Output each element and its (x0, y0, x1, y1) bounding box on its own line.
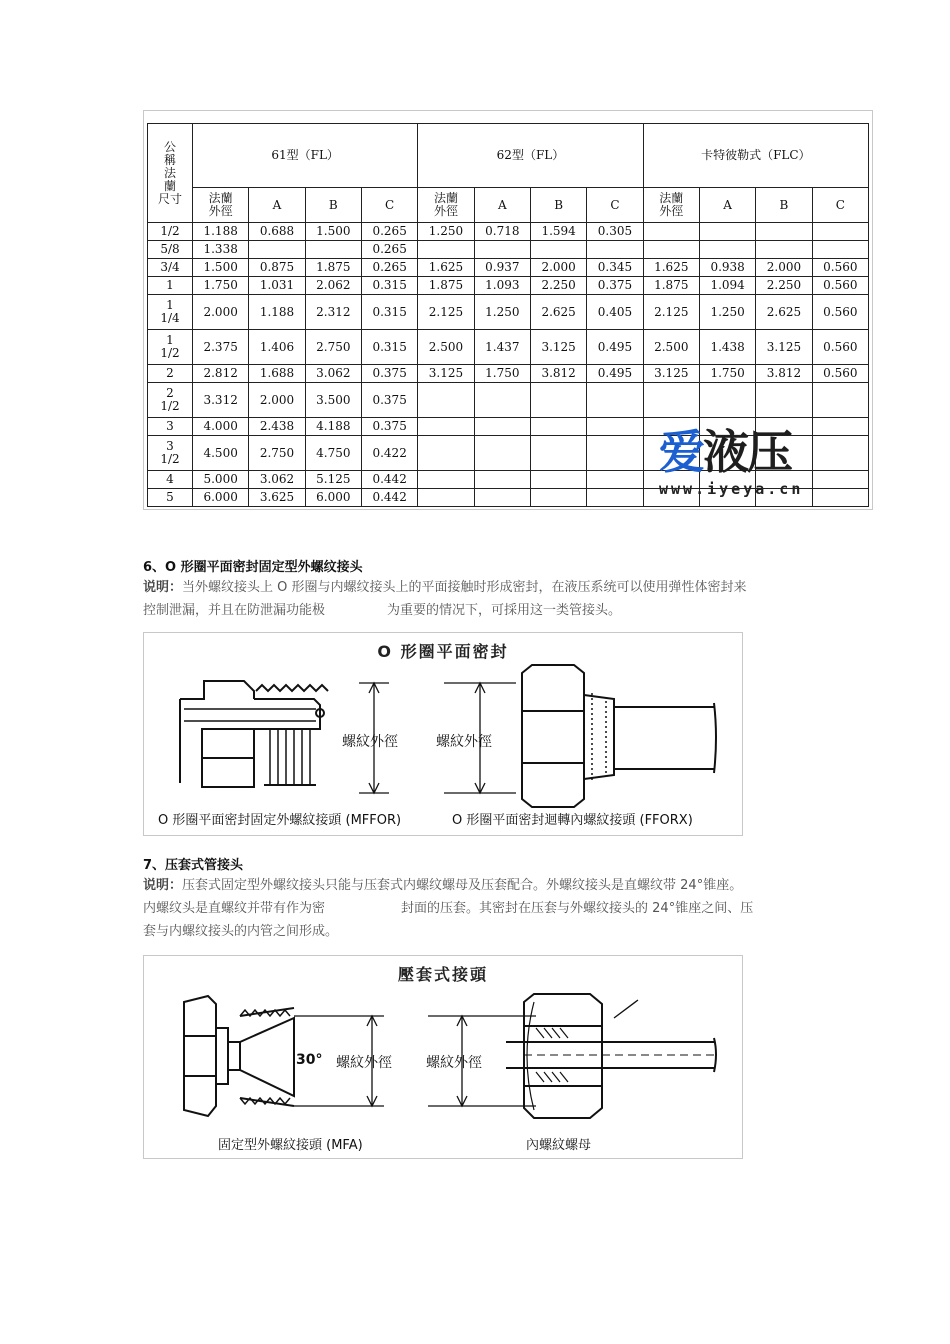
o-ring-face-seal-figure (143, 632, 743, 836)
value-cell: 4.188 (305, 418, 361, 436)
value-cell (699, 241, 755, 259)
value-cell (530, 436, 586, 471)
value-cell: 3.125 (643, 365, 699, 383)
figure6-dim-left: 螺紋外徑 (342, 734, 398, 750)
size-cell: 4 (148, 471, 193, 489)
value-cell (474, 418, 530, 436)
size-cell: 3/4 (148, 259, 193, 277)
value-cell (249, 241, 305, 259)
value-cell (530, 471, 586, 489)
value-cell: 1.500 (193, 259, 249, 277)
sub-header: 法蘭 外徑 (418, 188, 474, 223)
value-cell: 1.250 (418, 223, 474, 241)
value-cell: 4.500 (193, 436, 249, 471)
section7-line3: 套与内螺纹接头的内管之间形成。 (143, 924, 339, 939)
size-cell: 1 1/2 (148, 330, 193, 365)
value-cell (643, 223, 699, 241)
value-cell (418, 383, 474, 418)
sub-header: B (305, 188, 361, 223)
value-cell: 3.125 (418, 365, 474, 383)
figure6-title: O 形圈平面密封 (377, 642, 509, 661)
value-cell (587, 471, 643, 489)
table-subheader-row (148, 188, 869, 223)
group-header: 62型（FL） (418, 124, 643, 188)
value-cell: 0.265 (361, 259, 417, 277)
value-cell (474, 471, 530, 489)
value-cell: 0.560 (812, 277, 868, 295)
value-cell (530, 489, 586, 507)
value-cell: 3.625 (249, 489, 305, 507)
figure6-caption-left: O 形圈平面密封固定外螺紋接頭 (MFFOR) (158, 813, 402, 828)
value-cell: 0.937 (474, 259, 530, 277)
value-cell (756, 241, 812, 259)
value-cell: 1.594 (530, 223, 586, 241)
sub-header: A (474, 188, 530, 223)
size-cell: 2 1/2 (148, 383, 193, 418)
watermark-url: www.iyeya.cn (659, 480, 804, 498)
section6-line1: 当外螺纹接头上 O 形圈与内螺纹接头上的平面接触时形成密封，在液压系统可以使用弹性体密封来 (182, 580, 747, 595)
size-cell: 2 (148, 365, 193, 383)
value-cell (587, 418, 643, 436)
value-cell: 2.750 (305, 330, 361, 365)
figure7-caption-left: 固定型外螺紋接頭 (MFA) (218, 1138, 363, 1153)
size-cell: 5 (148, 489, 193, 507)
value-cell (756, 383, 812, 418)
value-cell (418, 436, 474, 471)
sub-header: B (756, 188, 812, 223)
value-cell: 0.375 (361, 383, 417, 418)
value-cell: 1.338 (193, 241, 249, 259)
value-cell (812, 241, 868, 259)
value-cell: 0.375 (361, 418, 417, 436)
section7-description (143, 874, 813, 943)
value-cell: 0.422 (361, 436, 417, 471)
value-cell: 3.062 (249, 471, 305, 489)
value-cell: 2.000 (249, 383, 305, 418)
value-cell: 1.437 (474, 330, 530, 365)
size-cell: 5/8 (148, 241, 193, 259)
sub-header: B (530, 188, 586, 223)
value-cell: 2.000 (756, 259, 812, 277)
value-cell: 0.560 (812, 330, 868, 365)
value-cell: 1.750 (474, 365, 530, 383)
value-cell: 1.750 (193, 277, 249, 295)
value-cell (587, 489, 643, 507)
sub-header: A (699, 188, 755, 223)
value-cell: 3.125 (530, 330, 586, 365)
value-cell: 0.375 (361, 365, 417, 383)
value-cell: 2.250 (756, 277, 812, 295)
size-cell: 3 1/2 (148, 436, 193, 471)
value-cell: 0.315 (361, 330, 417, 365)
value-cell: 1.688 (249, 365, 305, 383)
value-cell: 0.688 (249, 223, 305, 241)
value-cell: 3.812 (530, 365, 586, 383)
section6-heading: 6、O 形圈平面密封固定型外螺纹接头 (143, 560, 363, 575)
figure7-caption-right: 內螺紋螺母 (526, 1138, 592, 1153)
figure7-dim-right: 螺紋外徑 (426, 1055, 482, 1071)
size-cell: 3 (148, 418, 193, 436)
figure7-title: 壓套式接頭 (397, 965, 488, 984)
value-cell: 2.250 (530, 277, 586, 295)
value-cell (643, 241, 699, 259)
value-cell: 1.093 (474, 277, 530, 295)
value-cell (474, 241, 530, 259)
figure7-dim-left: 螺紋外徑 (336, 1055, 392, 1071)
value-cell (587, 436, 643, 471)
value-cell: 2.125 (643, 295, 699, 330)
value-cell: 3.812 (756, 365, 812, 383)
table-row (148, 295, 869, 330)
value-cell: 2.000 (193, 295, 249, 330)
value-cell: 0.265 (361, 241, 417, 259)
size-cell: 1 (148, 277, 193, 295)
value-cell (418, 471, 474, 489)
value-cell: 1.625 (418, 259, 474, 277)
value-cell: 1.406 (249, 330, 305, 365)
value-cell (418, 489, 474, 507)
value-cell (812, 383, 868, 418)
value-cell: 0.938 (699, 259, 755, 277)
value-cell: 0.560 (812, 295, 868, 330)
table-row (148, 223, 869, 241)
figure7-angle: 30° (296, 1052, 323, 1068)
value-cell: 0.442 (361, 471, 417, 489)
value-cell (587, 241, 643, 259)
figure6-caption-right: O 形圈平面密封迴轉內螺紋接頭 (FFORX) (452, 813, 693, 828)
value-cell: 0.442 (361, 489, 417, 507)
group-header: 卡特彼勒式（FLC） (643, 124, 868, 188)
value-cell: 3.062 (305, 365, 361, 383)
table-row (148, 277, 869, 295)
value-cell: 6.000 (193, 489, 249, 507)
section6-line2b: 为重要的情况下，可採用这一类管接头。 (387, 603, 622, 618)
group-header: 61型（FL） (193, 124, 418, 188)
value-cell (530, 418, 586, 436)
value-cell: 1.875 (643, 277, 699, 295)
value-cell: 2.062 (305, 277, 361, 295)
value-cell: 5.000 (193, 471, 249, 489)
value-cell: 0.875 (249, 259, 305, 277)
value-cell: 5.125 (305, 471, 361, 489)
value-cell (418, 241, 474, 259)
value-cell: 0.560 (812, 365, 868, 383)
value-cell: 6.000 (305, 489, 361, 507)
section7-label: 说明： (143, 878, 183, 893)
sub-header: A (249, 188, 305, 223)
size-header: 公 稱 法 蘭 尺寸 (148, 124, 193, 223)
value-cell: 2.500 (643, 330, 699, 365)
value-cell: 0.315 (361, 277, 417, 295)
watermark-logo (659, 416, 869, 496)
table-row (148, 383, 869, 418)
value-cell: 3.500 (305, 383, 361, 418)
value-cell: 1.031 (249, 277, 305, 295)
value-cell: 0.560 (812, 259, 868, 277)
table-header-row (148, 124, 869, 188)
section6-line2a: 控制泄漏，并且在防泄漏功能极 (143, 603, 326, 618)
sub-header: C (361, 188, 417, 223)
value-cell: 0.315 (361, 295, 417, 330)
value-cell: 1.188 (193, 223, 249, 241)
size-cell: 1/2 (148, 223, 193, 241)
value-cell: 2.750 (249, 436, 305, 471)
sub-header: C (587, 188, 643, 223)
value-cell: 2.312 (305, 295, 361, 330)
value-cell: 0.495 (587, 365, 643, 383)
value-cell (756, 223, 812, 241)
size-cell: 1 1/4 (148, 295, 193, 330)
section6-description (143, 576, 813, 622)
value-cell: 3.312 (193, 383, 249, 418)
watermark-cn: 爱液压 (659, 425, 791, 479)
value-cell: 0.405 (587, 295, 643, 330)
value-cell: 1.625 (643, 259, 699, 277)
table-row (148, 365, 869, 383)
section7-line2b: 封面的压套。其密封在压套与外螺纹接头的 24°锥座之间、压 (401, 901, 754, 916)
value-cell: 3.125 (756, 330, 812, 365)
value-cell (305, 241, 361, 259)
compression-fitting-figure (143, 955, 743, 1159)
value-cell: 1.500 (305, 223, 361, 241)
value-cell: 2.375 (193, 330, 249, 365)
figure6-dim-right: 螺紋外徑 (436, 734, 492, 750)
value-cell (699, 223, 755, 241)
value-cell: 0.375 (587, 277, 643, 295)
value-cell: 1.250 (699, 295, 755, 330)
value-cell: 1.750 (699, 365, 755, 383)
section7-heading: 7、压套式管接头 (143, 858, 244, 873)
value-cell (418, 418, 474, 436)
value-cell: 2.625 (530, 295, 586, 330)
sub-header: 法蘭 外徑 (193, 188, 249, 223)
value-cell: 4.000 (193, 418, 249, 436)
value-cell (530, 383, 586, 418)
value-cell (474, 436, 530, 471)
value-cell: 4.750 (305, 436, 361, 471)
table-row (148, 241, 869, 259)
section7-line2a: 内螺纹头是直螺纹并带有作为密 (143, 901, 326, 916)
flange-table-figure (143, 110, 873, 510)
value-cell (587, 383, 643, 418)
value-cell: 2.812 (193, 365, 249, 383)
value-cell: 2.125 (418, 295, 474, 330)
value-cell: 2.438 (249, 418, 305, 436)
value-cell: 0.265 (361, 223, 417, 241)
value-cell: 2.500 (418, 330, 474, 365)
value-cell: 1.250 (474, 295, 530, 330)
value-cell: 1.188 (249, 295, 305, 330)
value-cell: 2.625 (756, 295, 812, 330)
section7-line1: 压套式固定型外螺纹接头只能与压套式内螺纹螺母及压套配合。外螺纹接头是直螺纹带 24°锥座。 (182, 878, 743, 893)
value-cell: 0.305 (587, 223, 643, 241)
value-cell (474, 489, 530, 507)
sub-header: C (812, 188, 868, 223)
value-cell: 0.345 (587, 259, 643, 277)
value-cell (474, 383, 530, 418)
value-cell: 1.875 (418, 277, 474, 295)
value-cell: 0.718 (474, 223, 530, 241)
table-row (148, 330, 869, 365)
table-row (148, 259, 869, 277)
value-cell: 0.495 (587, 330, 643, 365)
value-cell: 1.875 (305, 259, 361, 277)
value-cell (530, 241, 586, 259)
sub-header: 法蘭 外徑 (643, 188, 699, 223)
value-cell: 1.094 (699, 277, 755, 295)
value-cell (699, 383, 755, 418)
value-cell (812, 223, 868, 241)
value-cell (643, 383, 699, 418)
section6-label: 说明： (143, 580, 183, 595)
value-cell: 2.000 (530, 259, 586, 277)
value-cell: 1.438 (699, 330, 755, 365)
